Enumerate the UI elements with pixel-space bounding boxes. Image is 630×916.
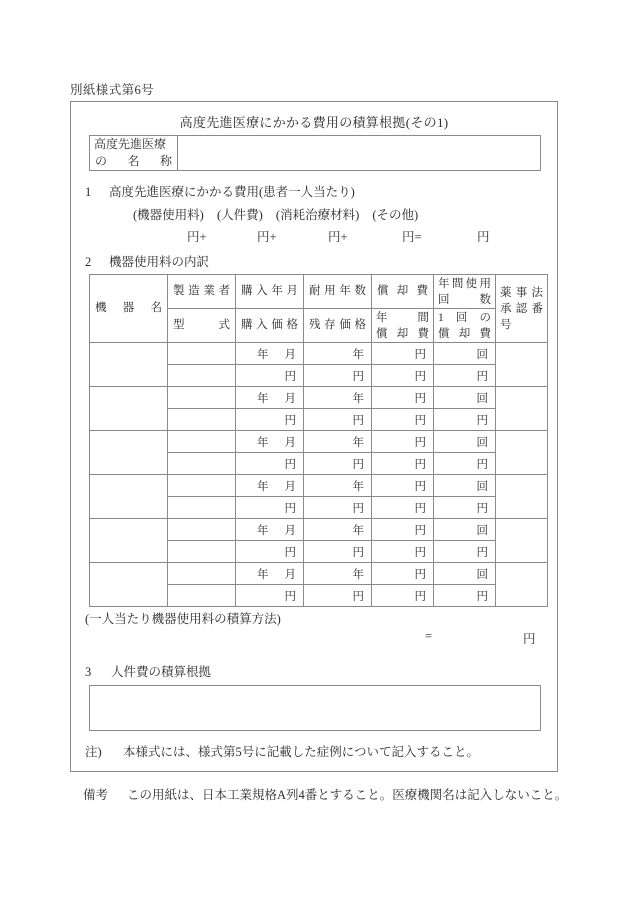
note-text: 本様式には、様式第5号に記載した症例について記入すること。	[123, 745, 480, 759]
cell-per-use-depreciation[interactable]	[434, 541, 496, 563]
header-manufacturer	[168, 275, 236, 309]
unit-yen: 円	[352, 370, 364, 383]
labor-cost-basis-input[interactable]	[89, 685, 541, 731]
equipment-table	[89, 274, 548, 607]
cell-purchase-price[interactable]	[236, 409, 304, 431]
unit-yen: 円	[476, 414, 488, 427]
unit-yen: 円	[414, 392, 426, 405]
section2-heading	[85, 252, 209, 270]
cell-model[interactable]	[168, 497, 236, 519]
hc: 却	[396, 327, 409, 340]
hc: 価	[271, 319, 283, 331]
header-purchase-price	[236, 309, 304, 343]
label-char-na: 名	[127, 154, 140, 168]
cell-equipment-name[interactable]	[90, 563, 168, 607]
cell-purchase-price[interactable]	[236, 585, 304, 607]
hc: 価	[339, 319, 351, 331]
cell-equipment-name[interactable]	[90, 519, 168, 563]
hc: 承	[500, 302, 512, 315]
cell-manufacturer[interactable]	[168, 387, 236, 409]
unit-times: 回	[476, 392, 488, 405]
cell-depreciation[interactable]	[372, 387, 434, 409]
table-row[interactable]	[90, 387, 548, 409]
unit-yen: 円	[476, 370, 488, 383]
table-header-row-1	[90, 275, 548, 309]
cell-purchase-date[interactable]	[236, 343, 304, 365]
hc: 費	[417, 327, 429, 340]
unit-yen: 円	[352, 458, 364, 471]
unit-year: 年	[257, 392, 269, 405]
remarks-label: 備考	[83, 788, 109, 802]
hc: 用	[479, 277, 491, 290]
cell-per-use-depreciation[interactable]	[434, 497, 496, 519]
header-equipment-name	[90, 275, 168, 343]
unit-year: 年	[257, 436, 269, 449]
cell-depreciation[interactable]	[372, 343, 434, 365]
treatment-name-label	[90, 136, 178, 170]
hc: 償	[376, 327, 388, 340]
hc: 造	[188, 285, 200, 297]
treatment-name-label-line1: 高度先進医療	[94, 137, 167, 151]
cell-annual-uses[interactable]	[434, 431, 496, 453]
unit-yen: 円	[414, 370, 426, 383]
section1-heading-text: 高度先進医療にかかる費用(患者一人当たり)	[109, 185, 355, 199]
cell-service-life[interactable]	[304, 475, 372, 497]
unit-month: 月	[284, 480, 296, 493]
cell-equipment-name[interactable]	[90, 387, 168, 431]
form-number-label: 別紙様式第6号	[70, 83, 155, 97]
cell-residual-price[interactable]	[304, 585, 372, 607]
table-row[interactable]	[90, 431, 548, 453]
cell-manufacturer[interactable]	[168, 343, 236, 365]
table-row[interactable]	[90, 475, 548, 497]
cell-model[interactable]	[168, 409, 236, 431]
hc: 薬	[500, 286, 512, 299]
cell-purchase-date[interactable]	[236, 563, 304, 585]
section2-number: 2	[85, 255, 92, 269]
category-other: (その他)	[372, 208, 419, 222]
unit-yen: 円	[414, 502, 426, 515]
section1-number: 1	[85, 185, 92, 199]
unit-month: 月	[284, 348, 296, 361]
hc: 回	[438, 293, 450, 306]
cell-per-use-depreciation[interactable]	[434, 585, 496, 607]
form-remarks	[83, 785, 567, 803]
cell-residual-price[interactable]	[304, 409, 372, 431]
unit-yen: 円	[414, 524, 426, 537]
cell-per-use-depreciation[interactable]	[434, 453, 496, 475]
unit-yen: 円	[352, 414, 364, 427]
sum-unit-other: 円=	[402, 230, 422, 244]
unit-yen: 円	[284, 590, 296, 603]
hc: 費	[416, 285, 428, 297]
hc: 回	[455, 311, 468, 324]
hc: 償	[438, 327, 450, 340]
section1-categories	[133, 205, 428, 223]
hc: 数	[354, 285, 366, 297]
cell-annual-depreciation[interactable]	[372, 541, 434, 563]
hc: 耐	[309, 285, 321, 297]
cell-purchase-price[interactable]	[236, 497, 304, 519]
table-row[interactable]	[90, 563, 548, 585]
cell-purchase-price[interactable]	[236, 365, 304, 387]
header-annual-uses	[434, 275, 496, 309]
label-char-no: の	[95, 154, 108, 168]
hc: 認	[515, 302, 528, 315]
cell-approval-number[interactable]	[496, 387, 548, 431]
cell-approval-number[interactable]	[496, 563, 548, 607]
cell-depreciation[interactable]	[372, 431, 434, 453]
cell-residual-price[interactable]	[304, 541, 372, 563]
cell-annual-uses[interactable]	[434, 343, 496, 365]
cell-equipment-name[interactable]	[90, 343, 168, 387]
hc: 年	[376, 311, 388, 324]
unit-yen: 円	[352, 546, 364, 559]
cell-annual-depreciation[interactable]	[372, 453, 434, 475]
cell-residual-price[interactable]	[304, 365, 372, 387]
unit-yen: 円	[284, 370, 296, 383]
hc: 年	[438, 277, 450, 290]
unit-month: 月	[284, 392, 296, 405]
hc: 法	[531, 286, 543, 299]
unit-yen: 円	[476, 502, 488, 515]
unit-yen: 円	[284, 502, 296, 515]
hc: 購	[241, 285, 253, 297]
unit-month: 月	[284, 436, 296, 449]
unit-year: 年	[352, 568, 364, 581]
treatment-name-label-line2	[94, 153, 173, 170]
cell-model[interactable]	[168, 365, 236, 387]
table-row[interactable]	[90, 519, 548, 541]
cell-manufacturer[interactable]	[168, 431, 236, 453]
hc: の	[479, 311, 491, 324]
cell-residual-price[interactable]	[304, 453, 372, 475]
hc: 業	[203, 285, 215, 297]
unit-month: 月	[284, 568, 296, 581]
unit-year: 年	[352, 436, 364, 449]
hc: 者	[218, 285, 230, 297]
section3-heading	[85, 662, 211, 680]
remarks-text: この用紙は、日本工業規格A列4番とすること。医療機関名は記入しないこと。	[127, 788, 568, 802]
unit-yen: 円	[476, 458, 488, 471]
note-label: 注)	[85, 745, 102, 759]
header-purchase-date	[236, 275, 304, 309]
unit-times: 回	[476, 568, 488, 581]
unit-month: 月	[284, 524, 296, 537]
cell-manufacturer[interactable]	[168, 475, 236, 497]
category-equipment-fee: (機器使用料)	[133, 208, 204, 222]
cell-equipment-name[interactable]	[90, 431, 168, 475]
cell-purchase-price[interactable]	[236, 453, 304, 475]
hc: 入	[256, 285, 268, 297]
cell-model[interactable]	[168, 453, 236, 475]
sum-unit-labor: 円+	[257, 230, 277, 244]
hc: 間	[417, 311, 429, 324]
form-note	[85, 742, 479, 760]
category-labor-cost: (人件費)	[216, 208, 263, 222]
hc: 却	[396, 285, 409, 297]
per-person-unit: 円	[523, 632, 536, 646]
per-person-method-result	[85, 629, 541, 647]
hc: 数	[479, 293, 491, 306]
cell-purchase-date[interactable]	[236, 475, 304, 497]
sum-unit-consumables: 円+	[328, 230, 348, 244]
unit-yen: 円	[414, 568, 426, 581]
hc: 使	[465, 277, 478, 290]
cell-approval-number[interactable]	[496, 475, 548, 519]
header-annual-depreciation	[372, 309, 434, 343]
hc: 購	[241, 319, 253, 331]
hc: 号	[500, 318, 512, 331]
hc: 償	[377, 285, 389, 297]
hc: 製	[173, 285, 185, 297]
unit-yen: 円	[476, 546, 488, 559]
cell-purchase-date[interactable]	[236, 519, 304, 541]
cell-depreciation[interactable]	[372, 475, 434, 497]
unit-year: 年	[352, 524, 364, 537]
hc: 型	[173, 319, 185, 331]
unit-year: 年	[257, 568, 269, 581]
hc: 名	[150, 302, 162, 314]
cell-residual-price[interactable]	[304, 497, 372, 519]
section3-heading-text: 人件費の積算根拠	[111, 665, 212, 679]
unit-year: 年	[352, 348, 364, 361]
cell-annual-uses[interactable]	[434, 563, 496, 585]
cell-approval-number[interactable]	[496, 519, 548, 563]
hc: 残	[309, 319, 321, 331]
cell-annual-uses[interactable]	[434, 387, 496, 409]
per-person-method-label: (一人当たり機器使用料の積算方法)	[85, 612, 281, 626]
cell-service-life[interactable]	[304, 343, 372, 365]
treatment-name-row	[89, 135, 541, 171]
cell-per-use-depreciation[interactable]	[434, 409, 496, 431]
unit-year: 年	[352, 392, 364, 405]
cell-service-life[interactable]	[304, 519, 372, 541]
form-outer-frame	[70, 101, 558, 772]
sum-unit-total: 円	[477, 230, 490, 244]
unit-yen: 円	[414, 414, 426, 427]
unit-year: 年	[257, 348, 269, 361]
equals-sign: =	[425, 629, 433, 643]
hc: 番	[531, 302, 543, 315]
cell-depreciation[interactable]	[372, 563, 434, 585]
hc: 機	[95, 302, 107, 314]
unit-times: 回	[476, 524, 488, 537]
cell-equipment-name[interactable]	[90, 475, 168, 519]
header-per-use-depreciation	[434, 309, 496, 343]
cell-purchase-price[interactable]	[236, 541, 304, 563]
hc: 費	[479, 327, 491, 340]
unit-year: 年	[352, 480, 364, 493]
hc: 間	[451, 277, 464, 290]
cell-annual-uses[interactable]	[434, 475, 496, 497]
unit-yen: 円	[352, 502, 364, 515]
table-row[interactable]	[90, 343, 548, 365]
header-approval-number	[496, 275, 548, 343]
section2-heading-text: 機器使用料の内訳	[109, 255, 210, 269]
unit-times: 回	[476, 436, 488, 449]
unit-yen: 円	[352, 590, 364, 603]
header-service-life	[304, 275, 372, 309]
unit-yen: 円	[284, 414, 296, 427]
cell-annual-depreciation[interactable]	[372, 497, 434, 519]
cell-manufacturer[interactable]	[168, 563, 236, 585]
unit-yen: 円	[284, 458, 296, 471]
header-model	[168, 309, 236, 343]
cell-annual-depreciation[interactable]	[372, 585, 434, 607]
hc: 月	[286, 285, 298, 297]
section3-number: 3	[85, 665, 92, 679]
cell-model[interactable]	[168, 585, 236, 607]
page-title: 高度先進医療にかかる費用の積算根拠(その1)	[179, 115, 449, 130]
label-char-shou: 称	[159, 154, 172, 168]
hc: 格	[286, 319, 298, 331]
cell-approval-number[interactable]	[496, 431, 548, 475]
hc: 存	[324, 319, 336, 331]
cell-purchase-date[interactable]	[236, 431, 304, 453]
unit-yen: 円	[284, 546, 296, 559]
hc: 事	[515, 286, 528, 299]
unit-yen: 円	[476, 590, 488, 603]
hc: 年	[271, 285, 283, 297]
hc: 用	[324, 285, 336, 297]
section1-heading	[85, 182, 355, 200]
cell-annual-uses[interactable]	[434, 519, 496, 541]
hc: 器	[122, 302, 135, 314]
hc: 格	[354, 319, 366, 331]
unit-yen: 円	[414, 480, 426, 493]
cell-service-life[interactable]	[304, 431, 372, 453]
hc: 式	[218, 319, 230, 331]
category-consumables: (消耗治療材料)	[275, 208, 360, 222]
header-depreciation	[372, 275, 434, 309]
sum-unit-equipment: 円+	[187, 230, 207, 244]
cell-annual-depreciation[interactable]	[372, 409, 434, 431]
unit-yen: 円	[414, 348, 426, 361]
unit-year: 年	[257, 524, 269, 537]
unit-yen: 円	[414, 458, 426, 471]
unit-times: 回	[476, 480, 488, 493]
cell-approval-number[interactable]	[496, 343, 548, 387]
cell-depreciation[interactable]	[372, 519, 434, 541]
cell-service-life[interactable]	[304, 387, 372, 409]
unit-times: 回	[476, 348, 488, 361]
hc: 年	[339, 285, 351, 297]
cell-model[interactable]	[168, 541, 236, 563]
cell-per-use-depreciation[interactable]	[434, 365, 496, 387]
cell-annual-depreciation[interactable]	[372, 365, 434, 387]
unit-yen: 円	[414, 546, 426, 559]
cell-manufacturer[interactable]	[168, 519, 236, 541]
unit-yen: 円	[414, 436, 426, 449]
hc: 入	[256, 319, 268, 331]
cell-service-life[interactable]	[304, 563, 372, 585]
unit-yen: 円	[414, 590, 426, 603]
treatment-name-input[interactable]	[178, 136, 540, 170]
cell-purchase-date[interactable]	[236, 387, 304, 409]
header-residual-price	[304, 309, 372, 343]
section1-sum-line	[85, 227, 537, 245]
hc: 1	[438, 311, 444, 324]
unit-year: 年	[257, 480, 269, 493]
hc: 却	[458, 327, 471, 340]
